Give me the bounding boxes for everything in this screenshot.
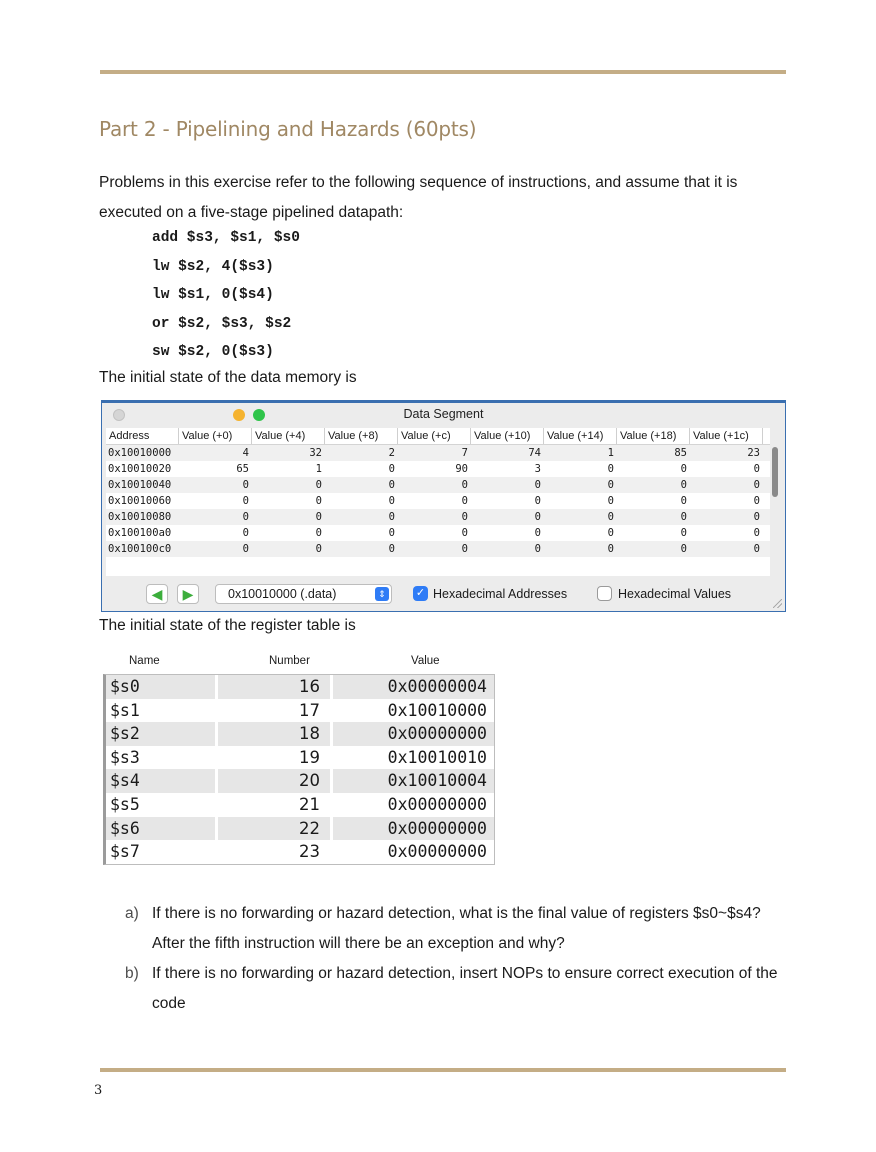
register-number: 22 [299,818,320,838]
previous-segment-button[interactable] [146,584,168,604]
address-cell: 0x100100c0 [108,543,172,555]
reg-header-number: Number [269,655,310,667]
value-cell: 90 [455,463,468,475]
column-header[interactable]: Value (+0) [179,428,252,444]
data-segment-table [106,428,770,576]
data-memory-caption: The initial state of the data memory is [99,369,357,386]
question-b [125,959,785,1019]
hex-values-label: Hexadecimal Values [618,587,732,601]
instruction-line: or $s2, $s3, $s2 [152,315,292,332]
value-cell: 0 [388,479,395,491]
register-value: 0x00000000 [330,817,493,841]
value-cell: 7 [461,447,468,459]
register-value: 0x00000000 [330,722,493,746]
value-cell: 0 [242,511,249,523]
address-cell: 0x10010080 [108,511,172,523]
address-cell: 0x10010060 [108,495,172,507]
table-row [106,445,770,461]
instruction-line: lw $s2, 4($s3) [152,258,274,275]
column-header[interactable]: Value (+8) [325,428,398,444]
value-cell: 65 [236,463,249,475]
value-cell: 0 [461,479,468,491]
value-cell: 85 [674,447,687,459]
question-text: If there is no forwarding or hazard detection, what is the final value of registers $s0~$s4? After the fifth instruction will there be an exception and why? [152,905,761,952]
hex-addresses-label: Hexadecimal Addresses [433,587,568,601]
column-header[interactable]: Value (+18) [617,428,690,444]
value-cell: 0 [607,463,614,475]
segment-select-value: 0x10010000 (.data) [228,587,337,601]
register-value: 0x00000004 [330,675,493,699]
updown-chevron-icon: ⇕ [375,587,389,601]
value-cell: 0 [534,511,541,523]
register-name: $s2 [106,722,218,746]
value-cell: 0 [388,463,395,475]
question-marker: b) [125,965,139,982]
register-value: 0x00000000 [330,840,493,864]
instruction-line: sw $s2, 0($s3) [152,344,274,361]
checkmark-icon: ✓ [415,587,426,599]
value-cell: 0 [753,527,760,539]
column-header[interactable]: Value (+14) [544,428,617,444]
register-value: 0x10010000 [330,699,493,723]
register-number: 20 [299,771,320,791]
resize-grip-icon[interactable] [773,599,782,608]
bottom-divider [100,1068,786,1072]
value-cell: 0 [607,511,614,523]
intro-paragraph: Problems in this exercise refer to the following sequence of instructions, and assume that it is executed on a five-stage pipelined datapath: [99,174,738,221]
register-number: 19 [299,747,320,767]
column-header[interactable]: Address [106,428,179,444]
address-cell: 0x100100a0 [108,527,172,539]
table-row [106,493,770,509]
value-cell: 0 [607,527,614,539]
window-title: Data Segment [403,407,484,421]
register-row [106,817,494,841]
question-text: If there is no forwarding or hazard detection, insert NOPs to ensure correct execution of the code [152,965,778,1012]
value-cell: 0 [680,511,687,523]
register-name: $s5 [106,793,218,817]
data-segment-controls [102,576,785,612]
value-cell: 0 [680,495,687,507]
table-row [106,525,770,541]
section-heading: Part 2 - Pipelining and Hazards (60pts) [99,117,477,141]
value-cell: 0 [388,495,395,507]
instruction-listing [152,224,300,367]
value-cell: 0 [461,527,468,539]
value-cell: 0 [461,543,468,555]
vertical-scrollbar[interactable] [772,447,778,497]
address-cell: 0x10010000 [108,447,172,459]
value-cell: 1 [315,463,322,475]
value-cell: 0 [607,543,614,555]
value-cell: 0 [753,463,760,475]
address-cell: 0x10010040 [108,479,172,491]
register-number: 16 [299,677,320,696]
register-row [106,746,494,770]
register-name: $s0 [106,675,218,699]
value-cell: 0 [315,495,322,507]
value-cell: 32 [309,447,322,459]
value-cell: 74 [528,447,541,459]
reg-header-value: Value [411,655,440,667]
column-header[interactable]: Value (+1c) [690,428,763,444]
value-cell: 0 [753,511,760,523]
value-cell: 0 [315,511,322,523]
register-name: $s3 [106,746,218,770]
instruction-line: add $s3, $s1, $s0 [152,230,300,246]
top-divider [100,70,786,74]
value-cell: 3 [534,463,541,475]
register-row [106,840,494,864]
instruction-line: lw $s1, 0($s4) [152,287,274,304]
value-cell: 23 [747,447,760,459]
value-cell: 1 [607,447,614,459]
value-cell: 0 [753,495,760,507]
hex-addresses-checkbox[interactable] [413,586,428,601]
value-cell: 0 [388,527,395,539]
register-value: 0x10010010 [330,746,493,770]
value-cell: 0 [388,543,395,555]
value-cell: 4 [242,447,249,459]
register-number: 21 [299,794,320,814]
column-header[interactable]: Value (+4) [252,428,325,444]
value-cell: 0 [388,511,395,523]
value-cell: 0 [753,479,760,491]
value-cell: 0 [242,543,249,555]
value-cell: 0 [315,543,322,555]
value-cell: 0 [534,543,541,555]
value-cell: 0 [607,479,614,491]
register-name: $s7 [106,840,218,864]
register-row [106,699,494,723]
table-row [106,461,770,477]
value-cell: 0 [680,479,687,491]
register-value: 0x10010004 [330,769,493,793]
table-row [106,541,770,557]
register-name: $s1 [106,699,218,723]
register-number: 18 [299,724,320,744]
segment-select[interactable] [215,584,392,604]
register-name: $s6 [106,817,218,841]
reg-header-name: Name [129,655,160,667]
register-row [106,769,494,793]
value-cell: 0 [680,527,687,539]
register-row [106,722,494,746]
next-segment-button[interactable] [177,584,199,604]
column-header[interactable]: Value (+10) [471,428,544,444]
register-number: 17 [299,700,320,720]
register-row [106,793,494,817]
value-cell: 0 [315,527,322,539]
value-cell: 2 [388,447,395,459]
value-cell: 0 [461,511,468,523]
value-cell: 0 [680,463,687,475]
value-cell: 0 [315,479,322,491]
register-number: 23 [299,842,320,862]
value-cell: 0 [242,527,249,539]
hex-values-checkbox[interactable] [597,586,612,601]
register-name: $s4 [106,769,218,793]
register-value: 0x00000000 [330,793,493,817]
value-cell: 0 [242,479,249,491]
value-cell: 0 [680,543,687,555]
column-header[interactable]: Value (+c) [398,428,471,444]
value-cell: 0 [461,495,468,507]
arrow-left-icon: ◀ [151,585,163,602]
question-a [125,899,785,959]
value-cell: 0 [534,527,541,539]
value-cell: 0 [753,543,760,555]
page-number: 3 [94,1083,103,1098]
register-caption: The initial state of the register table is [99,617,356,634]
question-marker: a) [125,905,139,922]
value-cell: 0 [534,479,541,491]
value-cell: 0 [534,495,541,507]
table-header [106,428,770,445]
register-row [106,675,494,699]
value-cell: 0 [242,495,249,507]
table-row [106,509,770,525]
data-segment-window [101,400,786,612]
register-table [103,674,495,865]
arrow-right-icon: ▶ [182,585,194,602]
address-cell: 0x10010020 [108,463,172,475]
value-cell: 0 [607,495,614,507]
table-row [106,477,770,493]
